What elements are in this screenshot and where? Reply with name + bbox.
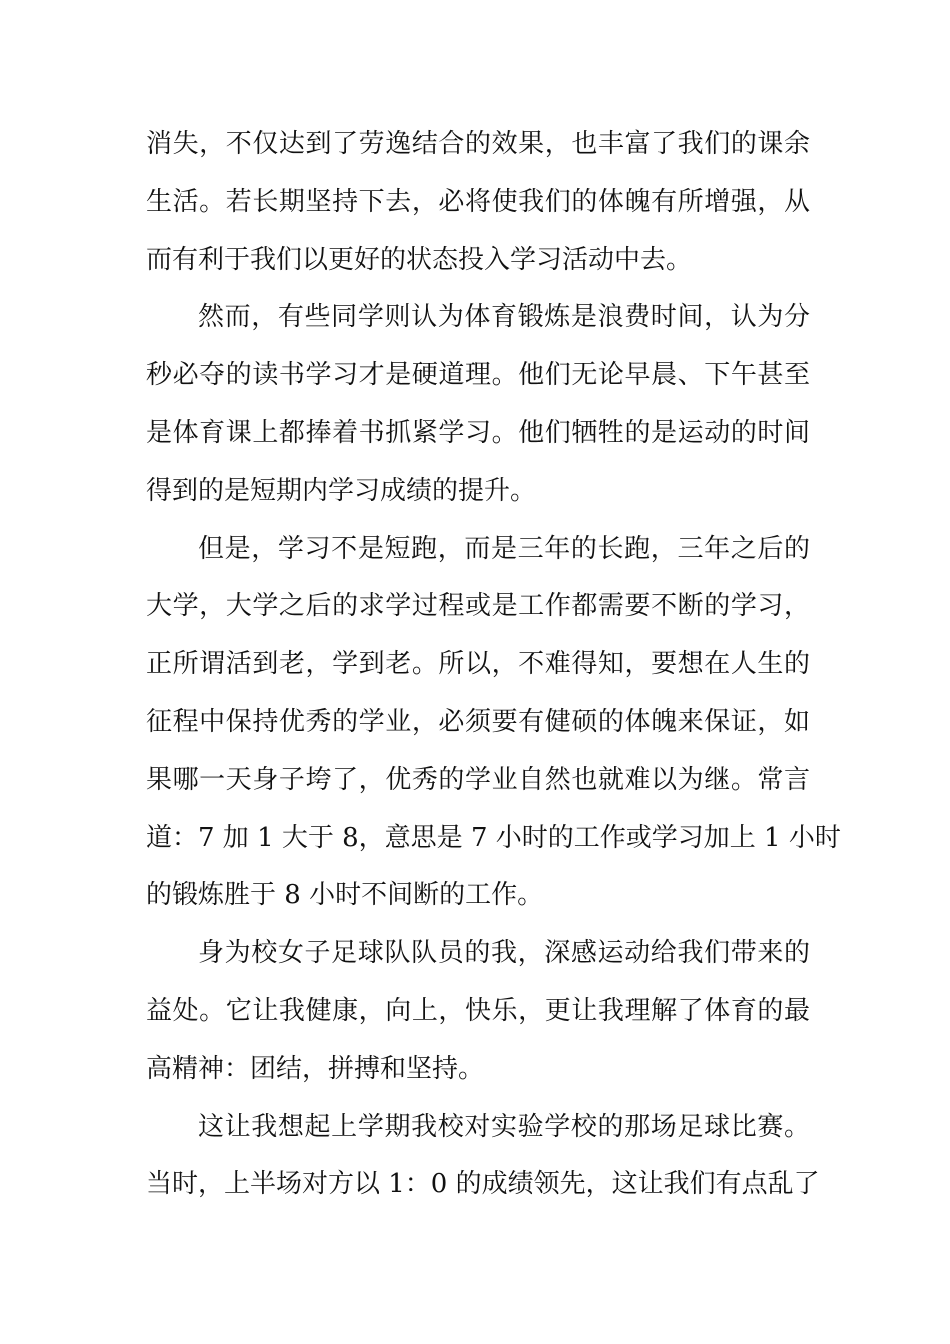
text-line: 是体育课上都捧着书抓紧学习。他们牺牲的是运动的时间	[146, 417, 810, 448]
text-line: 当时，上半场对方以 1：0 的成绩领先，这让我们有点乱了	[146, 1169, 820, 1200]
text-line: 大学，大学之后的求学过程或是工作都需要不断的学习，	[146, 591, 810, 622]
text-line: 正所谓活到老，学到老。所以，不难得知，要想在人生的	[146, 649, 810, 680]
text-line: 道：7 加 1 大于 8，意思是 7 小时的工作或学习加上 1 小时	[146, 822, 841, 853]
essay-body	[146, 116, 841, 1214]
text-line: 这让我想起上学期我校对实验学校的那场足球比赛。	[198, 1111, 810, 1142]
text-line: 然而，有些同学则认为体育锻炼是浪费时间，认为分	[198, 302, 810, 333]
text-line: 消失，不仅达到了劳逸结合的效果，也丰富了我们的课余	[146, 129, 810, 159]
text-line: 益处。它让我健康，向上，快乐，更让我理解了体育的最	[146, 995, 810, 1026]
text-line: 高精神：团结，拼搏和坚持。	[146, 1053, 485, 1084]
text-line: 生活。若长期坚持下去，必将使我们的体魄有所增强，从	[146, 186, 810, 217]
text-line: 秒必夺的读书学习才是硬道理。他们无论早晨、下午甚至	[146, 360, 810, 391]
text-line: 身为校女子足球队队员的我，深感运动给我们带来的	[198, 938, 810, 969]
text-line: 但是，学习不是短跑，而是三年的长跑，三年之后的	[198, 533, 810, 564]
text-line: 而有利于我们以更好的状态投入学习活动中去。	[146, 244, 693, 275]
text-line: 的锻炼胜于 8 小时不间断的工作。	[146, 880, 544, 911]
text-line: 征程中保持优秀的学业，必须要有健硕的体魄来保证，如	[146, 706, 810, 737]
text-line: 果哪一天身子垮了，优秀的学业自然也就难以为继。常言	[146, 764, 810, 795]
text-line: 得到的是短期内学习成绩的提升。	[146, 475, 537, 506]
